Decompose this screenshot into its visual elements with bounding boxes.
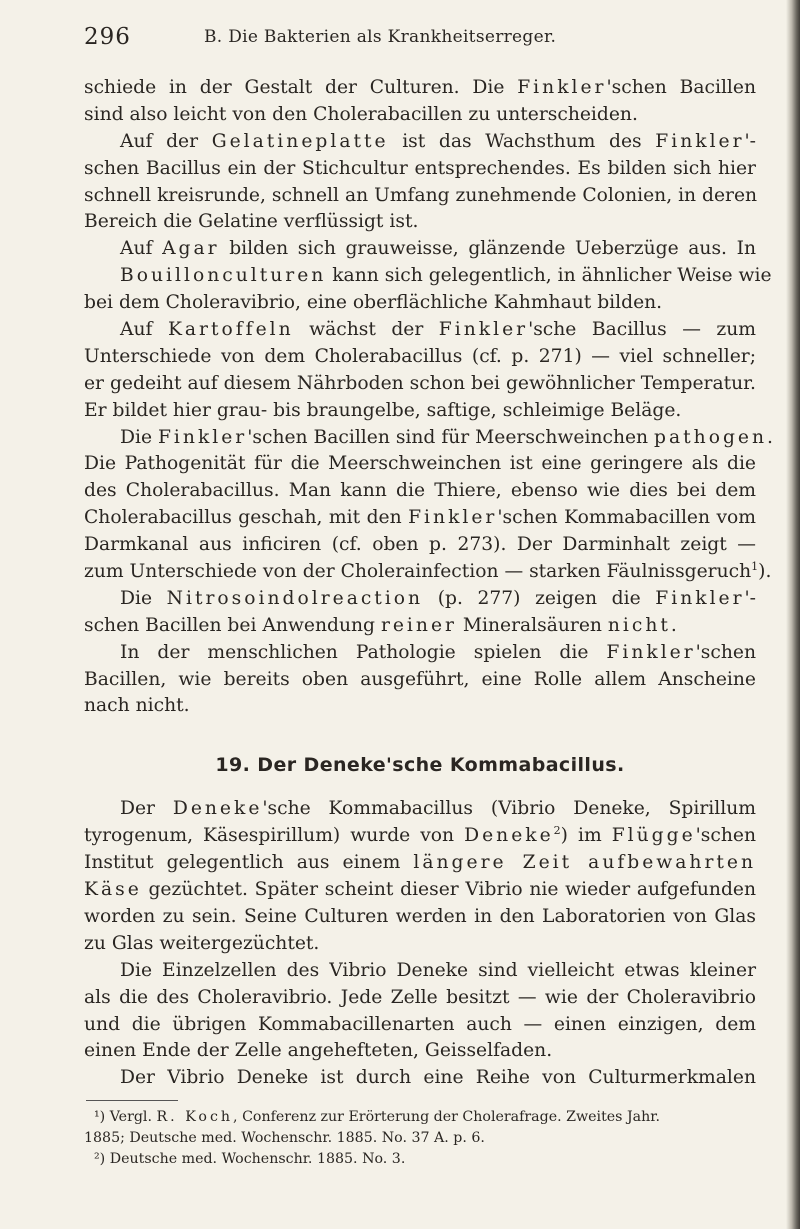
text-run: Die xyxy=(120,587,167,609)
text-run: einen Ende der Zelle angehefteten, Geisselfaden. xyxy=(84,1040,553,1062)
text-run: '- xyxy=(744,587,756,609)
text-line xyxy=(84,183,756,210)
text-run: Die xyxy=(120,426,158,448)
text-line xyxy=(84,344,756,371)
text-run: '- xyxy=(744,130,756,152)
text-run: Auf xyxy=(120,319,168,341)
text-run: nach nicht. xyxy=(84,695,190,717)
text-run: bilden sich grauweisse, glänzende Ueberzüge aus. In xyxy=(219,238,757,260)
text-run: als die des Choleravibrio. Jede Zelle besitzt — wie der Choleravibrio xyxy=(84,986,756,1008)
text-run: . xyxy=(670,614,677,636)
text-run: Darmkanal aus inficiren (cf. oben p. 273). Der Darminhalt zeigt — xyxy=(84,534,756,556)
text-line xyxy=(84,209,756,236)
text-run: gezüchtet. Später scheint dieser Vibrio nie wieder aufgefunden xyxy=(141,879,756,901)
text-line xyxy=(84,156,756,183)
text-line xyxy=(84,1107,756,1128)
text-line xyxy=(84,451,756,478)
text-line xyxy=(84,1065,756,1092)
text-run: ). xyxy=(758,561,772,583)
text-run: und die übrigen Kommabacillenarten auch — einen einzigen, dem xyxy=(84,1013,756,1035)
text-line xyxy=(84,693,756,720)
spaced-text: Finkler xyxy=(517,77,607,98)
text-run: ²) Deutsche med. Wochenschr. 1885. No. 3. xyxy=(94,1151,406,1168)
text-run: ist das Wachsthum des xyxy=(388,130,656,152)
spaced-text: Finkler xyxy=(408,507,498,529)
spaced-text: R. Koch xyxy=(156,1109,234,1126)
text-run: 'schen xyxy=(695,641,756,663)
text-run: Auf der xyxy=(120,130,212,152)
spaced-text: längere Zeit aufbewahrten xyxy=(413,852,757,874)
spaced-text: Agar xyxy=(162,238,220,260)
text-run: Auf xyxy=(120,238,163,260)
text-line xyxy=(84,505,756,532)
spaced-text: Finkler xyxy=(655,130,745,152)
text-line xyxy=(84,904,756,931)
footnotes xyxy=(84,1107,756,1170)
text-line xyxy=(84,102,756,129)
text-run: 'schen Kommabacillen vom xyxy=(497,507,756,529)
spaced-text: Finkler xyxy=(157,426,248,448)
text-line xyxy=(84,877,756,904)
text-run: Die Einzelzellen des Vibrio Deneke sind vielleicht etwas kleiner xyxy=(120,959,756,981)
text-line xyxy=(84,1149,756,1170)
text-line xyxy=(84,640,756,667)
running-head: B. Die Bakterien als Krankheitserreger. xyxy=(204,27,557,47)
text-run: zum Unterschiede von der Cholerainfection — starken Fäulnissgeruch xyxy=(84,561,752,583)
text-run: 'sche Kommabacillus (Vibrio Deneke, Spirillum xyxy=(262,798,756,820)
spaced-text: Gelatineplatte xyxy=(211,130,389,152)
text-line xyxy=(84,958,756,985)
text-run: Die Pathogenität für die Meerschweinchen ist eine geringere als die xyxy=(84,453,756,475)
spaced-text: Finkler xyxy=(606,641,696,663)
text-run: schen Bacillen bei Anwendung xyxy=(84,614,381,636)
text-run: Institut gelegentlich aus einem xyxy=(84,852,414,874)
text-line xyxy=(84,667,756,694)
text-run: schen Bacillus ein der Stichcultur entsprechendes. Es bilden sich hier xyxy=(84,157,756,179)
text-line xyxy=(84,75,756,102)
text-run: Der Vibrio Deneke ist durch eine Reihe von Culturmerkmalen xyxy=(120,1067,756,1089)
text-line xyxy=(84,317,756,344)
text-run: Er bildet hier grau- bis braungelbe, saftige, schleimige Beläge. xyxy=(84,399,682,421)
text-run: sind also leicht von den Cholerabacillen zu unterscheiden. xyxy=(84,103,638,125)
text-run: ¹) Vergl. xyxy=(94,1109,157,1126)
text-line xyxy=(84,371,756,398)
text-run: 'schen Bacillen sind für Meerschweinchen xyxy=(247,426,655,448)
text-line xyxy=(84,613,756,640)
text-run: Mineralsäuren xyxy=(456,614,608,636)
text-line xyxy=(84,559,772,586)
text-line xyxy=(84,532,756,559)
spaced-text: Kartoffeln xyxy=(167,319,294,341)
text-line xyxy=(84,236,756,263)
finkler-text-block xyxy=(84,75,773,720)
spaced-text: Nitrosoindolreaction xyxy=(166,587,424,609)
text-run: schiede in der Gestalt der Culturen. Die xyxy=(84,77,518,98)
text-run: Bereich die Gelatine verflüssigt ist. xyxy=(84,211,419,233)
text-run: des Cholerabacillus. Man kann die Thiere, ebenso wie dies bei dem xyxy=(84,480,756,502)
spaced-text: Bouillonculturen xyxy=(120,265,327,287)
text-run: kann sich gelegentlich, in ähnlicher Weise wie xyxy=(326,265,772,287)
text-run: schnell kreisrunde, schnell an Umfang zunehmende Colonien, in deren xyxy=(84,184,758,206)
text-run: (p. 277) zeigen die xyxy=(423,587,656,609)
spaced-text: nicht xyxy=(607,614,671,636)
page-edge-shadow xyxy=(786,0,800,1229)
text-line xyxy=(84,586,756,613)
spaced-text: Finkler xyxy=(655,587,745,609)
text-run: Cholerabacillus geschah, mit den xyxy=(84,507,409,529)
spaced-text: Käse xyxy=(84,879,142,901)
text-line xyxy=(84,850,756,877)
text-run: Bacillen, wie bereits oben ausgeführt, eine Rolle allem Anscheine xyxy=(84,668,756,690)
text-run: 'sche Bacillus — zum xyxy=(528,319,757,341)
text-run: tyrogenum, Käsespirillum) wurde von xyxy=(84,825,465,847)
text-run: 1885; Deutsche med. Wochenschr. 1885. No. 37 A. p. 6. xyxy=(84,1130,485,1147)
text-run: bei dem Choleravibrio, eine oberflächliche Kahmhaut bilden. xyxy=(84,292,663,314)
page-number: 296 xyxy=(84,24,131,50)
text-run: Der xyxy=(120,798,173,820)
spaced-text: reiner xyxy=(380,614,457,636)
text-run: worden zu sein. Seine Culturen werden in den Laboratorien von Glas xyxy=(84,905,756,927)
spaced-text: Finkler xyxy=(438,319,529,341)
page-header xyxy=(84,18,764,52)
deneke-text-block xyxy=(84,796,756,1092)
text-run: wächst der xyxy=(293,319,439,341)
text-run: er gedeiht auf diesem Nährboden schon bei gewöhnlicher Temperatur. xyxy=(84,372,756,394)
text-line xyxy=(84,796,756,823)
spaced-text: pathogen xyxy=(654,426,768,448)
text-line xyxy=(84,823,756,850)
page-body xyxy=(84,75,773,1170)
text-line xyxy=(84,129,756,156)
text-run: In der menschlichen Pathologie spielen die xyxy=(120,641,607,663)
text-run: 'schen Bacillen xyxy=(606,77,756,98)
text-line xyxy=(84,1012,756,1039)
text-line xyxy=(84,985,756,1012)
section-heading: 19. Der Deneke'sche Kommabacillus. xyxy=(215,754,625,777)
footnote-ref: 1 xyxy=(751,559,759,573)
text-line xyxy=(84,1038,756,1065)
text-run: zu Glas weitergezüchtet. xyxy=(84,932,320,954)
text-line xyxy=(84,398,756,425)
text-line xyxy=(84,263,772,290)
footnote-ref: 2 xyxy=(553,824,561,838)
spaced-text: Deneke xyxy=(172,798,263,820)
text-run: ) im xyxy=(560,825,612,847)
text-line xyxy=(84,1128,756,1149)
text-run: . xyxy=(767,426,773,448)
text-run: 'schen xyxy=(695,825,756,847)
text-line xyxy=(84,478,756,505)
text-line xyxy=(84,425,773,452)
footnote-rule xyxy=(86,1100,178,1101)
spaced-text: Flügge xyxy=(611,825,696,847)
text-line xyxy=(84,290,756,317)
text-run: , Conferenz zur Erörterung der Cholerafrage. Zweites Jahr. xyxy=(233,1109,660,1126)
spaced-text: Deneke xyxy=(464,825,554,847)
text-run: Unterschiede von dem Cholerabacillus (cf. p. 271) — viel schneller; xyxy=(84,345,756,367)
text-line xyxy=(84,931,756,958)
